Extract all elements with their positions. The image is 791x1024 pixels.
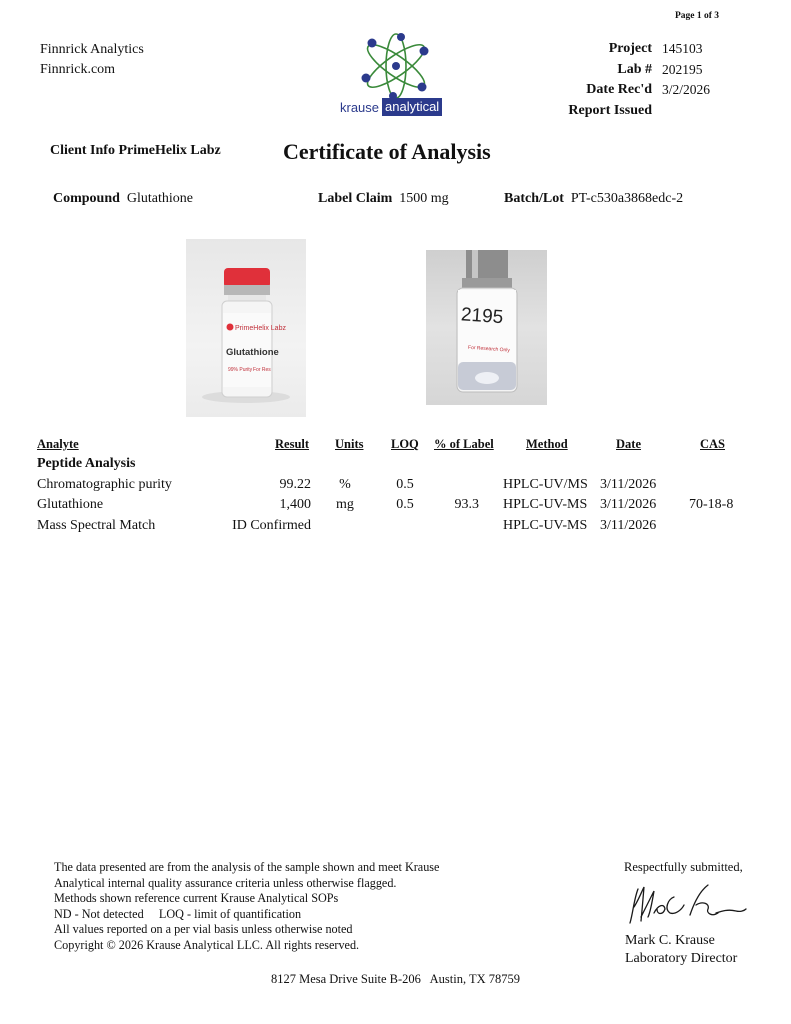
project-value: 145103 — [662, 41, 703, 57]
col-header-date: Date — [616, 437, 641, 451]
vial-front-icon — [186, 239, 306, 417]
compound-value: Glutathione — [126, 191, 194, 206]
signer-name: Mark C. Krause — [625, 933, 715, 948]
row2-analyte: Glutathione — [37, 497, 104, 512]
row2-cas: 70-18-8 — [689, 497, 734, 512]
note-line: Analytical internal quality assurance criteria unless otherwise flagged. — [54, 875, 397, 890]
row1-loq: 0.5 — [396, 477, 414, 492]
label-claim-field — [318, 191, 449, 207]
row2-method: HPLC-UV-MS — [503, 497, 588, 512]
signer-info — [625, 932, 737, 968]
row1-units: % — [339, 477, 351, 492]
project-row — [540, 39, 710, 60]
krause-analytical-logo — [338, 32, 454, 120]
page-number: Page 1 of 3 — [674, 11, 719, 21]
batch-label: Batch/Lot — [504, 191, 564, 206]
logo-wordmark — [338, 98, 454, 118]
vial1-brand: PrimeHelix Labz — [235, 325, 286, 332]
label-claim-value: 1500 mg — [399, 191, 449, 206]
note-line: Methods shown reference current Krause Analytical SOPs — [54, 891, 339, 906]
signer-role: Laboratory Director — [625, 951, 738, 966]
client-info: Client Info PrimeHelix Labz — [50, 143, 221, 158]
signature-icon — [624, 877, 749, 929]
compound-field — [53, 191, 193, 207]
row2-date: 3/11/2026 — [600, 497, 657, 512]
note-line: ND - Not detected LOQ - limit of quantification — [54, 906, 302, 921]
project-label: Project — [608, 41, 652, 57]
row2-result: 1,400 — [279, 497, 311, 512]
col-header-pct-label: % of Label — [434, 437, 494, 451]
date-received-row — [540, 80, 710, 101]
atom-icon — [338, 32, 454, 102]
lab-label: Lab # — [617, 61, 652, 77]
note-line: Copyright © 2026 Krause Analytical LLC. All rights reserved. — [54, 937, 360, 952]
batch-value: PT-c530a3868edc-2 — [570, 191, 684, 206]
label-claim-label: Label Claim — [318, 191, 393, 206]
footer-notes — [54, 860, 439, 954]
col-header-analyte: Analyte — [37, 437, 79, 451]
logo-word-analytical: analytical — [382, 98, 442, 116]
note-line: The data presented are from the analysis of the sample shown and meet Krause — [54, 860, 440, 874]
vial-label-icon — [426, 250, 547, 405]
section-heading: Peptide Analysis — [37, 456, 136, 471]
row1-analyte: Chromatographic purity — [37, 477, 172, 492]
row3-result: ID Confirmed — [232, 518, 311, 533]
row3-date: 3/11/2026 — [600, 518, 657, 533]
logo-word-krause: krause — [340, 100, 380, 115]
page-title: Certificate of Analysis — [283, 139, 491, 164]
row1-method: HPLC-UV/MS — [503, 477, 588, 492]
project-info — [540, 39, 710, 121]
col-header-method: Method — [526, 437, 568, 451]
lab-value: 202195 — [662, 61, 703, 77]
note-line: All values reported on a per vial basis unless otherwise noted — [54, 922, 353, 937]
date-received-label: Date Rec'd — [586, 82, 652, 98]
col-header-result: Result — [275, 437, 310, 451]
company-site: Finnrick.com — [40, 62, 116, 77]
date-received-value: 3/2/2026 — [662, 82, 711, 98]
row1-result: 99.22 — [279, 477, 311, 492]
report-issued-row — [540, 101, 710, 122]
company-name: Finnrick Analytics — [40, 42, 144, 57]
lab-address: 8127 Mesa Drive Suite B-206 Austin, TX 78759 — [270, 972, 521, 986]
row2-loq: 0.5 — [396, 497, 414, 512]
row3-method: HPLC-UV-MS — [503, 518, 588, 533]
compound-label: Compound — [53, 191, 120, 206]
vial-photo-label — [426, 250, 547, 405]
vial2-code: 2195 — [460, 304, 504, 329]
col-header-loq: LOQ — [391, 437, 419, 451]
col-header-units: Units — [335, 437, 364, 451]
row2-pct: 93.3 — [454, 497, 479, 512]
row1-date: 3/11/2026 — [600, 477, 657, 492]
vial1-name: Glutathione — [226, 347, 279, 358]
signature-intro: Respectfully submitted, — [624, 860, 743, 874]
col-header-cas: CAS — [700, 437, 726, 451]
batch-field — [504, 191, 683, 207]
row3-analyte: Mass Spectral Match — [37, 518, 156, 533]
vial1-purity: 99% Purity — [228, 367, 253, 373]
signature-block — [624, 860, 749, 929]
company-info — [40, 40, 144, 80]
row2-units: mg — [336, 497, 354, 512]
vial1-for: For Res — [253, 367, 271, 373]
lab-row — [540, 60, 710, 81]
vial-photo-front — [186, 239, 306, 417]
vial2-note: For Research Only — [467, 344, 511, 354]
report-issued-label: Report Issued — [568, 102, 652, 118]
